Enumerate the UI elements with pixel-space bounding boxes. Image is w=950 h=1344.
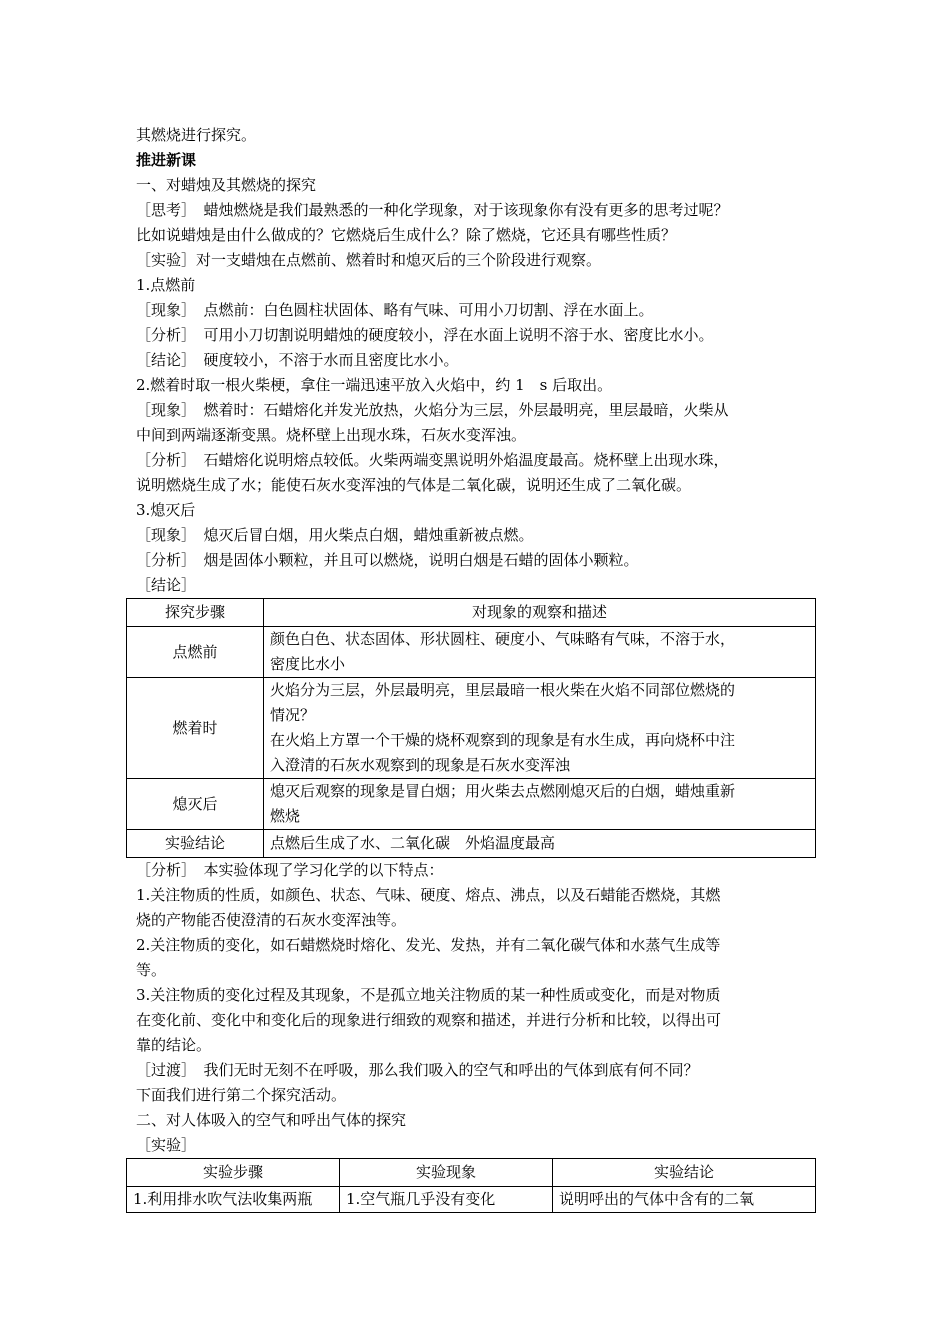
cell-line: 颜色白色、状态固体、形状圆柱、硬度小、气味略有气味，不溶于水， [270, 630, 736, 648]
table-desc-cell [264, 627, 816, 678]
table-desc-cell [264, 830, 816, 858]
table-cell: 说明呼出的气体中含有的二氧 [553, 1187, 816, 1213]
text-line: ［分析］ 烟是固体小颗粒，并且可以燃烧，说明白烟是石蜡的固体小颗粒。 [136, 551, 639, 569]
table-header-cell: 实验步骤 [127, 1159, 340, 1187]
table-header-cell: 探究步骤 [127, 599, 264, 627]
text-line: ［现象］ 点燃前：白色圆柱状固体、略有气味、可用小刀切割、浮在水面上。 [136, 301, 654, 319]
document-page [133, 123, 816, 1213]
cell-line: 密度比水小 [270, 655, 346, 673]
cell-line: 入澄清的石灰水观察到的现象是石灰水变浑浊 [270, 756, 571, 774]
text-line: 靠的结论。 [136, 1036, 212, 1054]
text-line: 说明燃烧生成了水；能使石灰水变浑浊的气体是二氧化碳，说明还生成了二氧化碳。 [136, 476, 692, 494]
text-line: 烧的产物能否使澄清的石灰水变浑浊等。 [136, 911, 407, 929]
section-title: 一、对蜡烛及其燃烧的探究 [136, 176, 317, 194]
text-line: ［实验］ [136, 1136, 197, 1154]
text-line: ［现象］ 熄灭后冒白烟，用火柴点白烟，蜡烛重新被点燃。 [136, 526, 534, 544]
table-row [127, 779, 816, 830]
table-row [127, 678, 816, 779]
text-line: 其燃烧进行探究。 [136, 126, 257, 144]
section-heading: 推进新课 [136, 151, 197, 169]
text-line: ［结论］ 硬度较小，不溶于水而且密度比水小。 [136, 351, 459, 369]
text-line: 2.燃着时取一根火柴梗，拿住一端迅速平放入火焰中，约 1 s 后取出。 [136, 376, 613, 394]
table-header-cell: 实验结论 [553, 1159, 816, 1187]
section-title: 二、对人体吸入的空气和呼出气体的探究 [136, 1111, 407, 1129]
observation-table [126, 598, 816, 858]
table-header-cell: 对现象的观察和描述 [264, 599, 816, 627]
text-line: ［结论］ [136, 576, 197, 594]
text-line: 3.关注物质的变化过程及其现象，不是孤立地关注物质的某一种性质或变化，而是对物质 [136, 986, 721, 1004]
table-row [127, 1187, 816, 1213]
text-line: ［实验］对一支蜡烛在点燃前、燃着时和熄灭后的三个阶段进行观察。 [136, 251, 602, 269]
text-line: 中间到两端逐渐变黑。烧杯壁上出现水珠，石灰水变浑浊。 [136, 426, 527, 444]
text-line: ［分析］ 本实验体现了学习化学的以下特点： [136, 861, 444, 879]
table-header-row [127, 599, 816, 627]
text-line: ［思考］ 蜡烛燃烧是我们最熟悉的一种化学现象，对于该现象你有没有更多的思考过呢？ [136, 201, 729, 219]
breath-experiment-table [126, 1158, 816, 1213]
table-step-cell: 实验结论 [127, 830, 264, 858]
table-cell: 1.空气瓶几乎没有变化 [340, 1187, 553, 1213]
text-line: 比如说蜡烛是由什么做成的？它燃烧后生成什么？除了燃烧，它还具有哪些性质？ [136, 226, 677, 244]
text-line: 2.关注物质的变化，如石蜡燃烧时熔化、发光、发热，并有二氧化碳气体和水蒸气生成等 [136, 936, 721, 954]
cell-line: 熄灭后观察的现象是冒白烟；用火柴去点燃刚熄灭后的白烟，蜡烛重新 [270, 782, 736, 800]
table-row [127, 627, 816, 678]
cell-line: 点燃后生成了水、二氧化碳 外焰温度最高 [270, 834, 556, 852]
table-desc-cell [264, 678, 816, 779]
table-step-cell: 熄灭后 [127, 779, 264, 830]
text-line: 下面我们进行第二个探究活动。 [136, 1086, 347, 1104]
text-line: 3.熄灭后 [136, 501, 196, 519]
cell-line: 在火焰上方罩一个干燥的烧杯观察到的现象是有水生成，再向烧杯中注 [270, 731, 736, 749]
table-cell: 1.利用排水吹气法收集两瓶 [127, 1187, 340, 1213]
intro-section [136, 123, 816, 598]
table-header-cell: 实验现象 [340, 1159, 553, 1187]
text-line: 在变化前、变化中和变化后的现象进行细致的观察和描述，并进行分析和比较，以得出可 [136, 1011, 722, 1029]
cell-line: 火焰分为三层，外层最明亮，里层最暗一根火柴在火焰不同部位燃烧的 [270, 681, 736, 699]
text-line: ［现象］ 燃着时：石蜡熔化并发光放热，火焰分为三层，外层最明亮，里层最暗，火柴从 [136, 401, 729, 419]
analysis-section [136, 858, 816, 1158]
text-line: 1.关注物质的性质，如颜色、状态、气味、硬度、熔点、沸点，以及石蜡能否燃烧，其燃 [136, 886, 721, 904]
cell-line: 燃烧 [270, 807, 301, 825]
table-header-row [127, 1159, 816, 1187]
text-line: ［分析］ 石蜡熔化说明熔点较低。火柴两端变黑说明外焰温度最高。烧杯壁上出现水珠， [136, 451, 729, 469]
text-line: 1.点燃前 [136, 276, 196, 294]
text-line: ［过渡］ 我们无时无刻不在呼吸，那么我们吸入的空气和呼出的气体到底有何不同？ [136, 1061, 699, 1079]
text-line: 等。 [136, 961, 167, 979]
table-step-cell: 燃着时 [127, 678, 264, 779]
table-desc-cell [264, 779, 816, 830]
cell-line: 情况？ [270, 706, 316, 724]
text-line: ［分析］ 可用小刀切割说明蜡烛的硬度较小，浮在水面上说明不溶于水、密度比水小。 [136, 326, 714, 344]
table-row [127, 830, 816, 858]
table-step-cell: 点燃前 [127, 627, 264, 678]
